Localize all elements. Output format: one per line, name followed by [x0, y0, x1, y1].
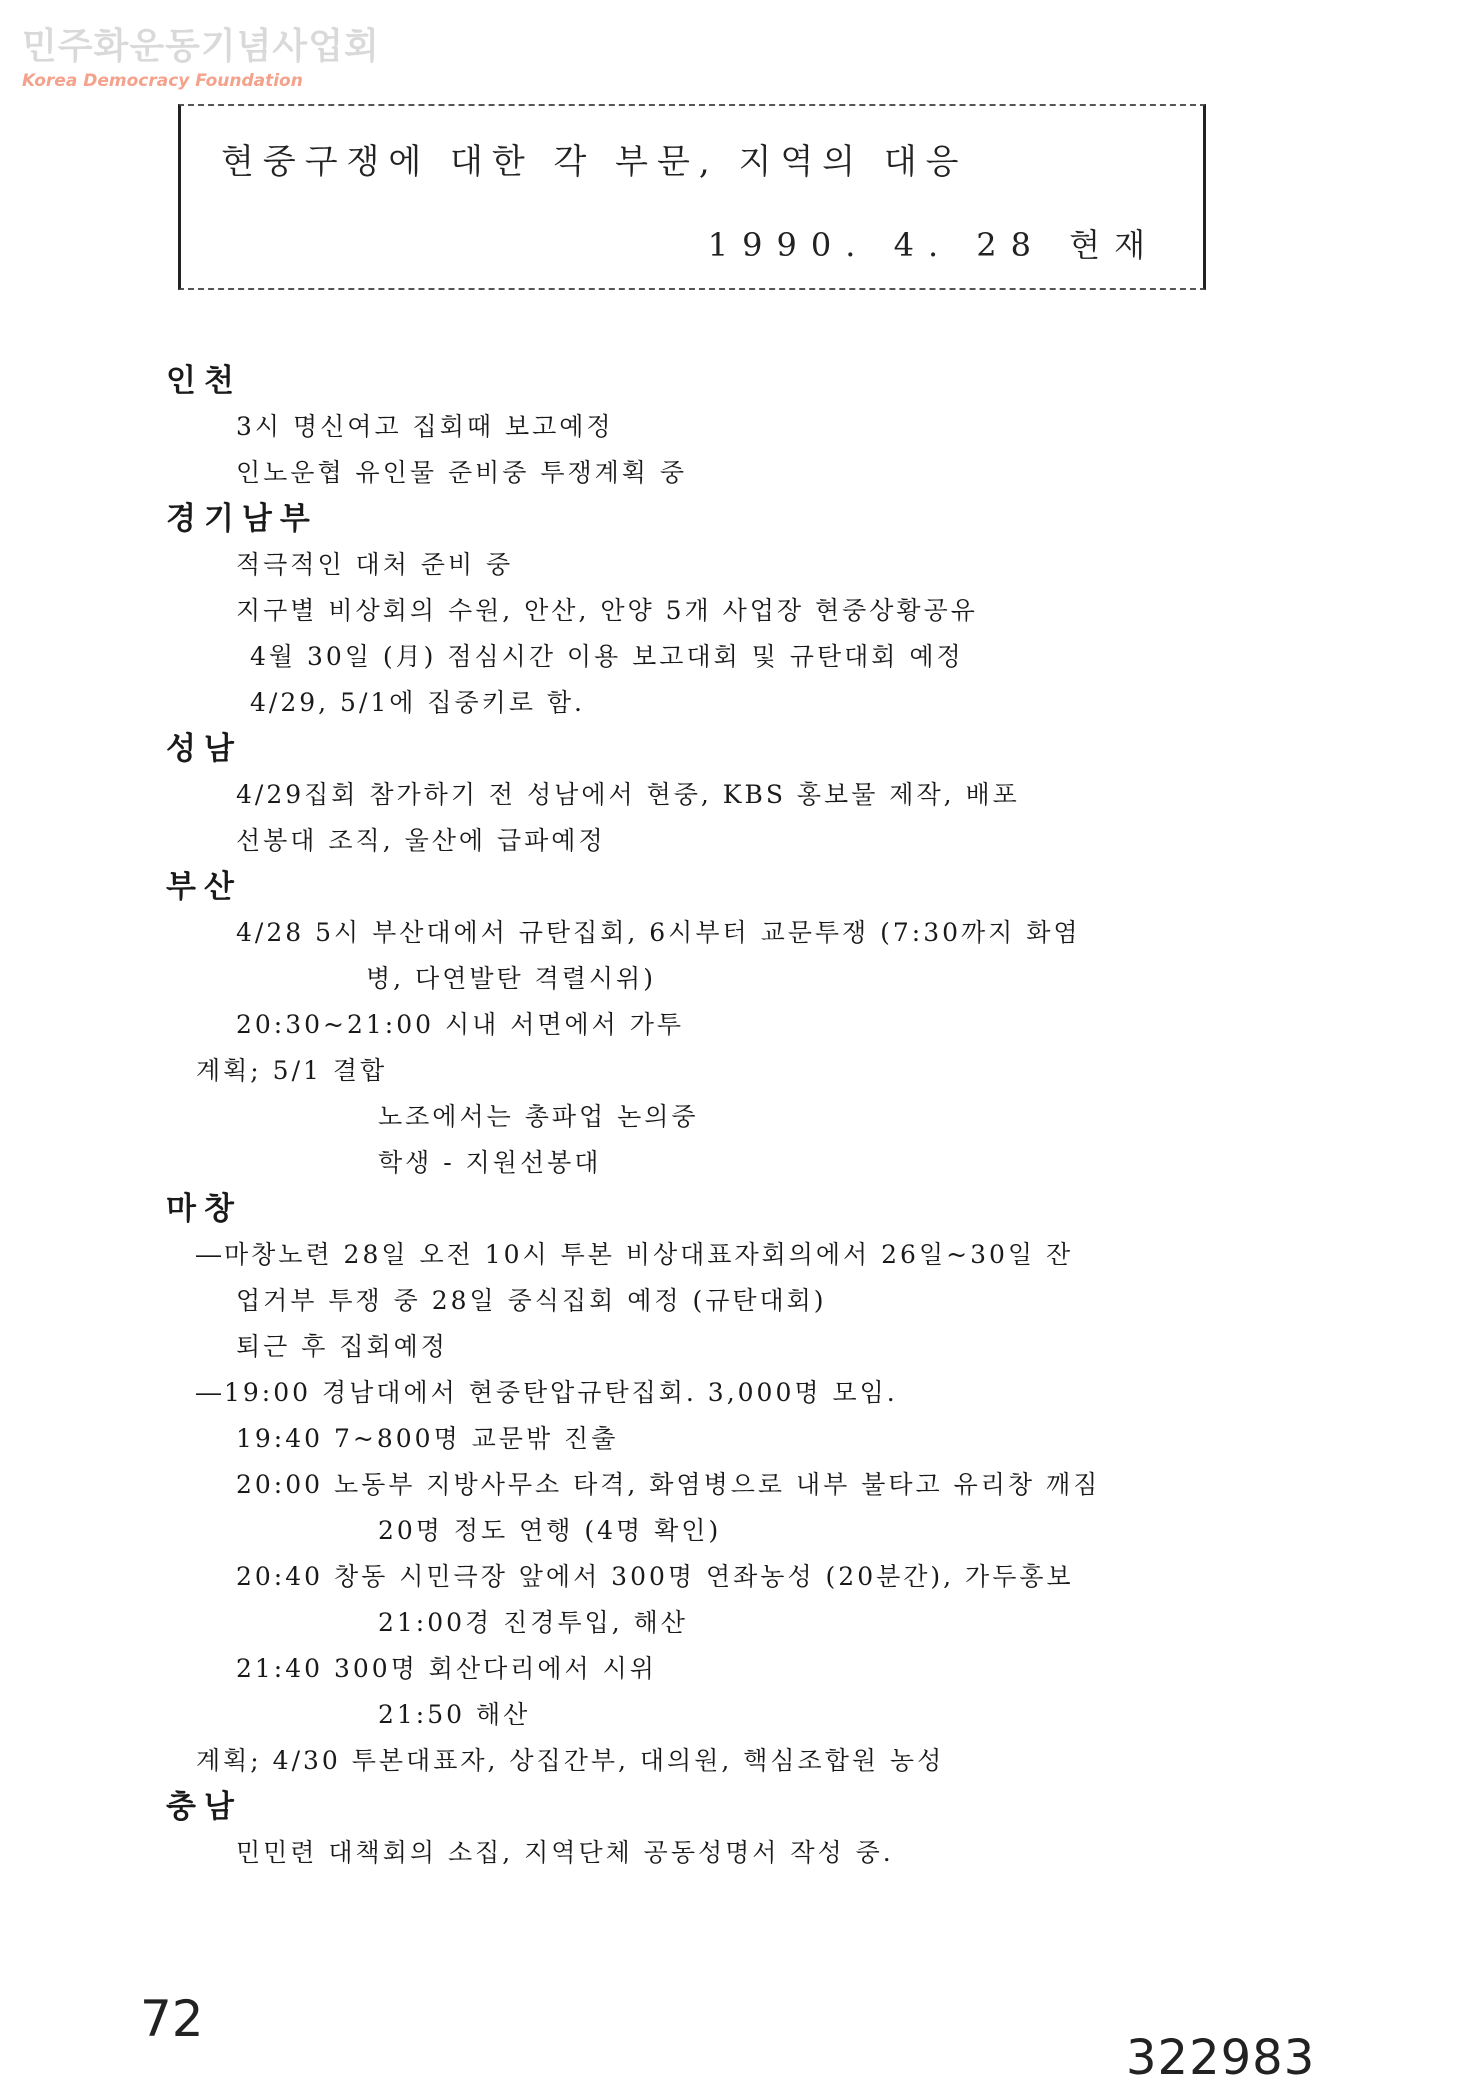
section-line: 4/29집회 참가하기 전 성남에서 현중, KBS 홍보물 제작, 배포 [236, 780, 1020, 809]
section-heading: 부산 [166, 869, 242, 905]
section-line: 지구별 비상회의 수원, 안산, 안양 5개 사업장 현중상황공유 [236, 596, 978, 625]
section-line: 21:40 300명 회산다리에서 시위 [236, 1654, 657, 1683]
section-line: 학생 - 지원선봉대 [378, 1148, 602, 1177]
section-line: 21:50 해산 [378, 1700, 531, 1729]
section-line: 21:00경 진경투입, 해산 [378, 1608, 688, 1637]
section-line: 20:30~21:00 시내 서면에서 가투 [236, 1010, 685, 1039]
section-line: 20명 정도 연행 (4명 확인) [378, 1516, 722, 1545]
section-line: 20:00 노동부 지방사무소 타격, 화염병으로 내부 불타고 유리창 깨짐 [236, 1470, 1101, 1499]
handwritten-annotation-left: 72 [140, 1990, 204, 2048]
watermark-korean: 민주화운동기념사업회 [22, 26, 380, 67]
section-line: 적극적인 대처 준비 중 [236, 550, 514, 579]
section-line: ―마창노련 28일 오전 10시 투본 비상대표자회의에서 26일~30일 잔 [196, 1240, 1074, 1269]
section-heading: 충남 [166, 1789, 242, 1825]
document-date: 1990. 4. 28 현재 [707, 226, 1159, 264]
section-line: 3시 명신여고 집회때 보고예정 [236, 412, 614, 441]
section-line: 4/28 5시 부산대에서 규탄집회, 6시부터 교문투쟁 (7:30까지 화염 [236, 918, 1081, 947]
watermark [22, 18, 380, 91]
section-line: 업거부 투쟁 중 28일 중식집회 예정 (규탄대회) [236, 1286, 827, 1315]
section-heading: 인천 [166, 363, 242, 399]
section-heading: 성남 [166, 731, 242, 767]
document-body [166, 358, 1256, 1876]
section-line: 4/29, 5/1에 집중키로 함. [250, 688, 586, 717]
document-title: 현중구쟁에 대한 각 부문, 지역의 대응 [221, 142, 968, 182]
section-line: 19:40 7~800명 교문밖 진출 [236, 1424, 619, 1453]
section-line: 노조에서는 총파업 논의중 [378, 1102, 699, 1131]
section-line: 20:40 창동 시민극장 앞에서 300명 연좌농성 (20분간), 가두홍보 [236, 1562, 1074, 1591]
section-line: 선봉대 조직, 울산에 급파예정 [236, 826, 606, 855]
title-box [178, 104, 1206, 290]
section-line: 4월 30일 (月) 점심시간 이용 보고대회 및 규탄대회 예정 [250, 642, 964, 671]
section-line: 인노운협 유인물 준비중 투쟁계획 중 [236, 458, 688, 487]
section-line: 계획; 5/1 결합 [196, 1056, 388, 1085]
handwritten-annotation-right: 322983 [1126, 2030, 1316, 2086]
section-line: 병, 다연발탄 격렬시위) [366, 964, 656, 993]
section-line: 계획; 4/30 투본대표자, 상집간부, 대의원, 핵심조합원 농성 [196, 1746, 945, 1775]
watermark-english: Korea Democracy Foundation [22, 71, 303, 91]
section-line: ―19:00 경남대에서 현중탄압규탄집회. 3,000명 모임. [196, 1378, 898, 1407]
section-heading: 경기남부 [166, 501, 318, 537]
section-heading: 마창 [166, 1191, 242, 1227]
section-line: 민민련 대책회의 소집, 지역단체 공동성명서 작성 중. [236, 1838, 894, 1867]
section-line: 퇴근 후 집회예정 [236, 1332, 448, 1361]
